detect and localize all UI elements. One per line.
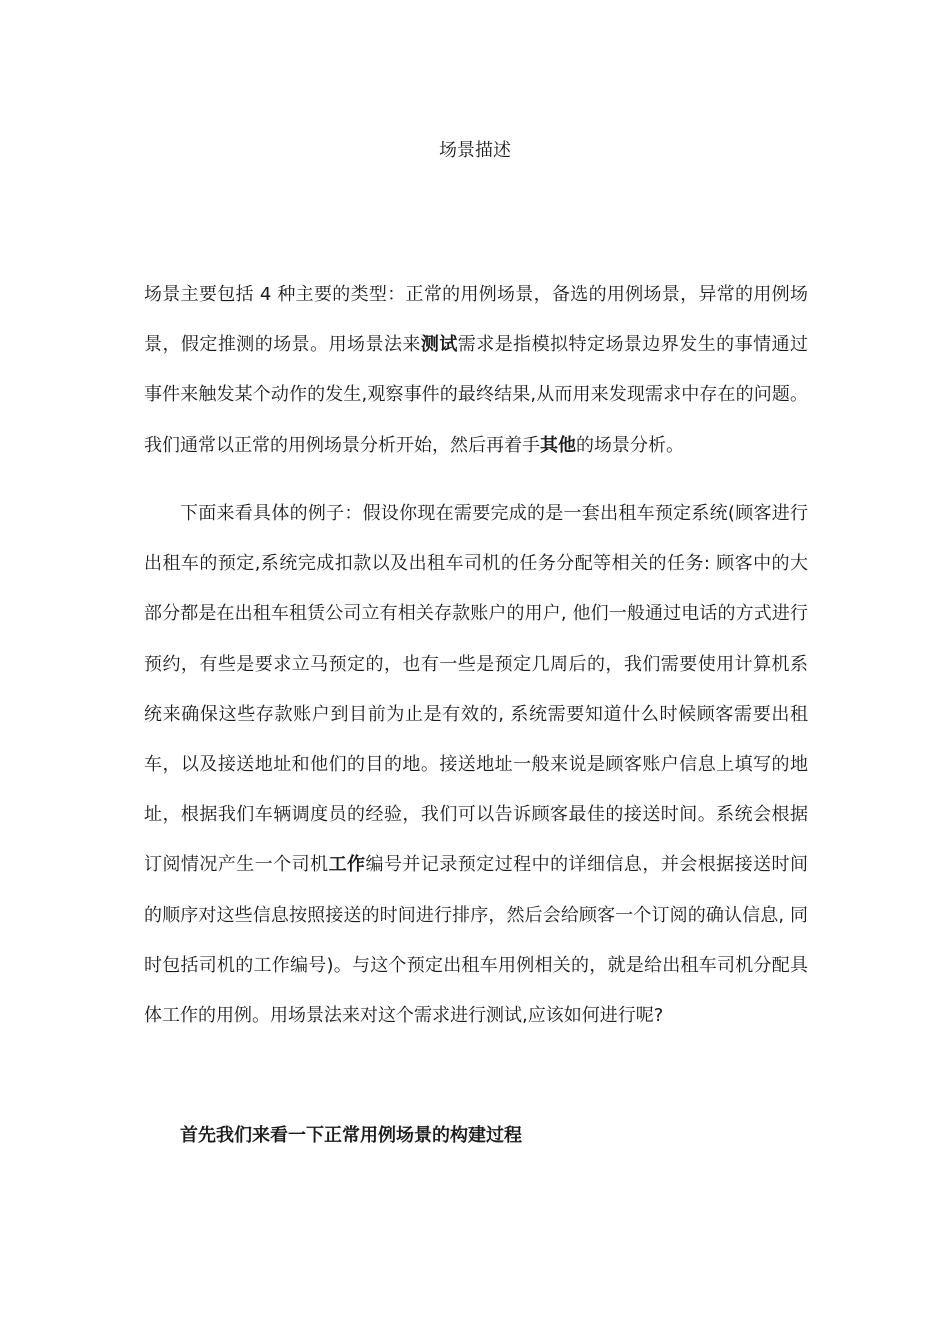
bold-text: 其他 [540, 434, 576, 456]
bold-text: 测试 [420, 334, 458, 356]
paragraph-scenario-types [144, 270, 808, 471]
text-span: 下面来看具体的例子：假设你现在需要完成的是一套出租车预定系统(顾客进行出租车的预定,系统完成扣款以及出租车司机的任务分配等相关的任务: 顾客中的大部分都是在出租车租赁公司立有相关存款账户的用户, 他们一般通过电话的方式进行预约，有些是要求立马预定的，也有一些是预定几周后的，我们需要使用计算机系统来确保这些存款账户到目前为止是有效的, 系统需要知道什么时候顾客需要出租车，以及接送地址和他们的目的地。接送地址一般来说是顾客账户信息上填写的地址，根据我们车辆调度员的经验，我们可以告诉顾客最佳的接送时间。系统会根据订阅情况产生一个司机 [144, 503, 808, 876]
text-span: 需求是指模拟特定场景边界发生的事情通过事件来触发某个动作的发生,观察事件的最终结果,从而用来发现需求中存在的问题。我们通常以正常的用例场景分析开始，然后再着手 [144, 334, 809, 456]
bold-text: 工作 [328, 854, 366, 876]
text-span: 场景主要包括 4 种主要的类型：正常的用例场景，备选的用例场景，异常的用例场景，假定推测的场景。用场景法来 [144, 284, 808, 356]
text-span: 的场景分析。 [576, 434, 684, 456]
text-span: 编号并记录预定过程中的详细信息，并会根据接送时间的顺序对这些信息按照接送的时间进行排序，然后会给顾客一个订阅的确认信息, 同时包括司机的工作编号)。与这个预定出租车用例相关的，就是给出租车司机分配具体工作的用例。用场景法来对这个需求进行测试,应该如何进行呢? [144, 854, 809, 1027]
section-heading: 首先我们来看一下正常用例场景的构建过程 [180, 1125, 522, 1146]
paragraph-taxi-example [144, 489, 808, 1041]
document-title: 场景描述 [439, 140, 511, 161]
